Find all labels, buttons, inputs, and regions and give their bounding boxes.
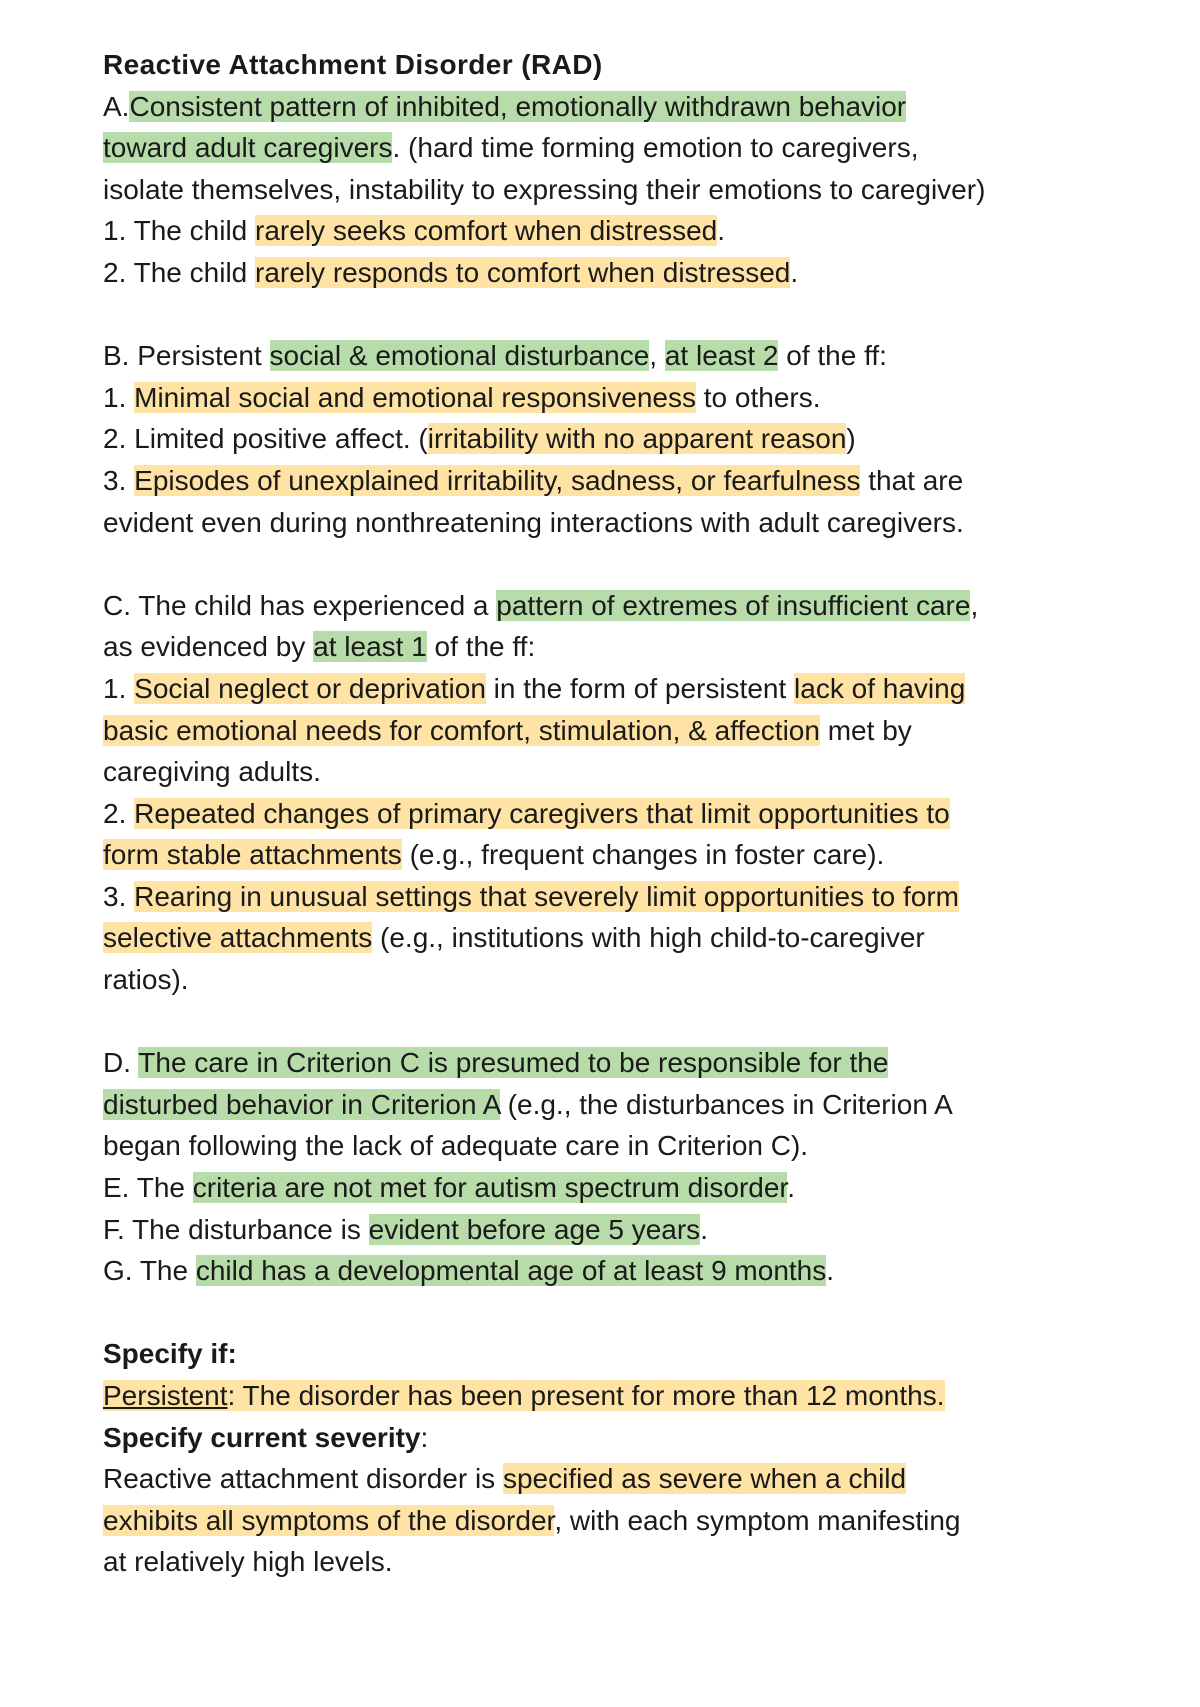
item-prefix: 1. [103,672,135,704]
criterion-c-suffix: , [970,589,979,621]
criterion-c-item-3-highlight-2: selective attachments [103,922,373,954]
severity-heading [103,1417,1140,1459]
criterion-c-item-1-line-3: caregiving adults. [103,756,321,788]
criterion-g [103,1250,1140,1292]
severity-label: Specify current severity [103,1421,421,1453]
criterion-a-item-2 [103,252,1140,294]
criterion-f-highlight: evident before age 5 years [368,1213,701,1245]
criterion-c-line-2 [103,626,1140,668]
item-suffix: met by [819,714,912,746]
criterion-g-highlight: child has a developmental age of at least 9 months [195,1255,827,1287]
criterion-d-suffix: (e.g., the disturbances in Criterion A [499,1088,953,1120]
item-middle: in the form of persistent [485,672,795,704]
item-prefix: 2. The child [103,256,256,288]
persistent-label: Persistent [103,1380,228,1411]
severity-line-1 [103,1458,1140,1500]
criterion-a-line-2 [103,127,1140,169]
criterion-b-line-1 [103,335,1140,377]
criterion-c-item-2-highlight-1: Repeated changes of primary caregivers that limit opportunities to [134,797,950,829]
criterion-d-highlight-2: disturbed behavior in Criterion A [103,1088,500,1120]
persistent-highlight [103,1380,945,1411]
criterion-a-item-1-highlight: rarely seeks comfort when distressed [255,215,718,247]
spacer [103,1292,1140,1334]
criterion-c-item-3-line-3: ratios). [103,964,189,996]
criterion-d-line-3: began following the lack of adequate care in Criterion C). [103,1130,809,1162]
criterion-d-line-2 [103,1084,1140,1126]
criterion-b-highlight-1: social & emotional disturbance [269,340,650,372]
criterion-a-note: . (hard time forming emotion to caregivers, [392,132,919,164]
criterion-f [103,1209,1140,1251]
item-prefix: 3. [103,880,135,912]
document-title: Reactive Attachment Disorder (RAD) [103,49,603,80]
severity-prefix: Reactive attachment disorder is [103,1463,503,1495]
criterion-c-highlight-1: pattern of extremes of insufficient care [496,589,971,621]
criterion-b-item-1 [103,377,1140,419]
criterion-a-highlight-1: Consistent pattern of inhibited, emotionally withdrawn behavior [129,90,907,122]
severity-colon: : [420,1421,429,1453]
criterion-a-highlight-2: toward adult caregivers [103,132,393,164]
criterion-b-prefix: B. Persistent [103,340,270,372]
spacer [103,543,1140,585]
criterion-b-item-2 [103,418,1140,460]
item-suffix: ) [846,423,856,455]
criterion-d-line-1 [103,1042,1140,1084]
criterion-c-highlight-2: at least 1 [313,631,427,663]
persistent-specifier [103,1375,1140,1417]
criterion-c-item-1-highlight-1: Social neglect or deprivation [134,672,486,704]
criterion-c-item-1-line-2 [103,710,1140,752]
criterion-a-item-1 [103,210,1140,252]
criterion-a-line-3: isolate themselves, instability to expressing their emotions to caregiver) [103,173,986,205]
criterion-f-suffix: . [700,1213,708,1245]
severity-suffix: , with each symptom manifesting [554,1504,961,1536]
criterion-d-highlight-1: The care in Criterion C is presumed to be responsible for the [138,1047,889,1079]
criterion-c-item-2 [103,793,1140,835]
item-prefix: 2. [103,797,135,829]
criterion-c-prefix: C. The child has experienced a [103,589,497,621]
criterion-d-prefix: D. [103,1047,139,1079]
criterion-b-suffix: of the ff: [778,340,887,372]
item-prefix: 1. The child [103,215,256,247]
criterion-g-suffix: . [826,1255,835,1287]
criterion-c-item-1-highlight-2: lack of having [794,672,966,704]
criterion-g-prefix: G. The [103,1255,196,1287]
item-suffix: . [790,256,799,288]
criterion-c-item-2-highlight-2: form stable attachments [103,839,402,871]
criterion-b-item-3 [103,460,1140,502]
criterion-a-prefix: A. [103,90,130,122]
criterion-e-prefix: E. The [103,1172,193,1204]
criterion-c-item-2-line-2 [103,834,1140,876]
criterion-b-item-2-highlight: irritability with no apparent reason [427,423,847,455]
criterion-a-line-1 [103,86,1140,128]
item-suffix: (e.g., institutions with high child-to-caregiver [372,922,925,954]
item-suffix: (e.g., frequent changes in foster care). [401,839,885,871]
criterion-c-item-1 [103,668,1140,710]
criterion-c-line-2-suffix: of the ff: [426,631,536,663]
severity-highlight-2: exhibits all symptoms of the disorder [103,1504,555,1536]
item-prefix: 1. [103,381,135,413]
item-suffix: to others. [695,381,821,413]
item-suffix: . [717,215,725,247]
criterion-c-line-1 [103,585,1140,627]
severity-line-3: at relatively high levels. [103,1546,393,1578]
criterion-c-line-2-prefix: as evidenced by [103,631,314,663]
criterion-a-item-2-highlight: rarely responds to comfort when distressed [255,256,791,288]
specify-if-heading: Specify if: [103,1338,237,1370]
criterion-b-item-3-line-2: evident even during nonthreatening interactions with adult caregivers. [103,506,964,538]
spacer [103,1001,1140,1043]
criterion-b-highlight-2: at least 2 [664,340,779,372]
item-prefix: 3. [103,464,135,496]
criterion-c-item-3-highlight-1: Rearing in unusual settings that severely limit opportunities to form [134,880,959,912]
criterion-f-prefix: F. The disturbance is [103,1213,369,1245]
criterion-c-item-1-highlight-3: basic emotional needs for comfort, stimulation, & affection [103,714,820,746]
criterion-e-highlight: criteria are not met for autism spectrum disorder [192,1172,788,1204]
spacer [103,294,1140,336]
persistent-text: : The disorder has been present for more than 12 months. [227,1380,945,1411]
criterion-c-item-3 [103,876,1140,918]
separator: , [649,340,665,372]
criterion-c-item-3-line-2 [103,917,1140,959]
severity-line-2 [103,1500,1140,1542]
criterion-e [103,1167,1140,1209]
criterion-b-item-1-highlight: Minimal social and emotional responsiveness [134,381,696,413]
item-suffix: that are [860,464,964,496]
severity-highlight-1: specified as severe when a child [502,1463,907,1495]
item-prefix: 2. Limited positive affect. ( [103,423,428,455]
criterion-e-suffix: . [787,1172,795,1204]
criterion-b-item-3-highlight: Episodes of unexplained irritability, sadness, or fearfulness [134,464,861,496]
